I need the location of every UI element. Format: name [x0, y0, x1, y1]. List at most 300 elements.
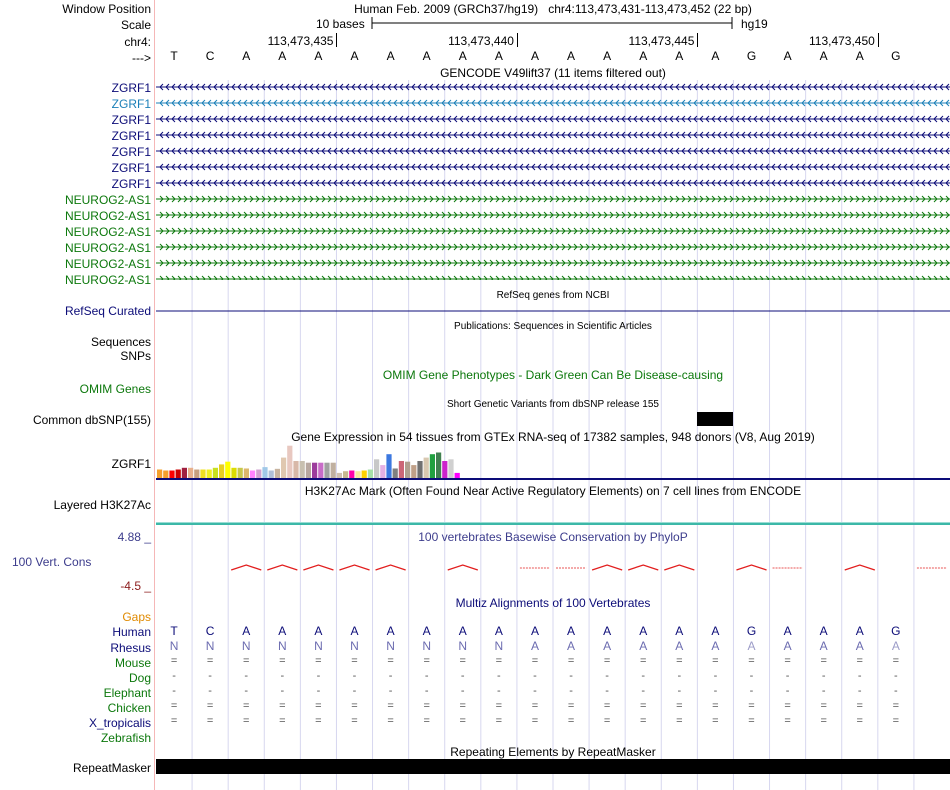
gtex-tissue-bar — [225, 462, 230, 478]
multiz-mouse-base: = — [676, 655, 683, 667]
gtex-tissue-bar — [386, 454, 391, 478]
multiz-elephant-base: - — [677, 685, 682, 697]
multiz-dog-base: - — [316, 670, 321, 682]
gtex-tissue-bar — [213, 468, 218, 478]
track-label-dog[interactable]: Dog — [128, 671, 151, 685]
multiz-chicken-base: = — [206, 700, 214, 712]
multiz-x-tropicalis-base: = — [639, 715, 647, 727]
dna-base[interactable]: C — [205, 49, 215, 63]
gtex-tissue-bar — [411, 465, 416, 478]
phylop-score-mark — [339, 565, 369, 570]
track-label-vert-cons[interactable]: 100 Vert. Cons — [12, 555, 92, 569]
multiz-elephant-base: - — [352, 685, 357, 697]
multiz-dog-base: - — [244, 670, 249, 682]
gtex-tissue-bar — [194, 470, 199, 479]
phylop-score-mark — [376, 565, 406, 570]
gtex-tissue-bar — [430, 454, 435, 478]
track-label-chicken[interactable]: Chicken — [107, 701, 151, 715]
multiz-rhesus-base: A — [891, 639, 900, 653]
gencode-gene-models[interactable] — [156, 80, 950, 280]
scale-db-label: hg19 — [741, 17, 768, 31]
multiz-x-tropicalis-base: = — [567, 715, 575, 727]
phylop-score-mark — [628, 565, 658, 570]
multiz-x-tropicalis-base: = — [603, 715, 611, 727]
multiz-dog-base: - — [460, 670, 465, 682]
multiz-mouse-base: = — [820, 655, 827, 667]
gtex-tissue-bar — [312, 463, 317, 478]
multiz-x-tropicalis-base: = — [459, 715, 466, 727]
multiz-x-tropicalis-base: = — [892, 715, 900, 727]
track-label-mouse[interactable]: Mouse — [114, 656, 151, 670]
multiz-mouse-base: = — [495, 655, 503, 667]
gtex-tissue-bar — [207, 470, 212, 479]
multiz-chicken-base: = — [856, 700, 863, 712]
gtex-tissue-bar — [343, 471, 348, 478]
multiz-dog-base: - — [641, 670, 646, 682]
phylop-score-mark — [736, 565, 766, 570]
track-label-elephant[interactable]: Elephant — [103, 686, 151, 700]
gtex-tissue-bar — [331, 463, 336, 478]
multiz-human-base: G — [746, 624, 757, 638]
multiz-mouse-base: = — [639, 655, 647, 667]
gtex-tissue-bar — [293, 461, 298, 478]
phylop-score-mark — [303, 565, 333, 570]
phylop-score-mark — [592, 565, 622, 570]
dbsnp-track-title[interactable]: Short Genetic Variants from dbSNP release 155 — [447, 399, 659, 410]
zgrf1-gene-model — [156, 116, 950, 122]
multiz-dog-base: - — [605, 670, 609, 682]
multiz-alignment-grid[interactable] — [156, 622, 950, 742]
multiz-chicken-base: = — [892, 700, 900, 712]
multiz-dog-base: - — [749, 670, 754, 682]
track-label-neurog2-as1-4[interactable]: NEUROG2-AS1 — [64, 241, 151, 255]
phylop-conservation-plot[interactable] — [156, 555, 950, 585]
multiz-x-tropicalis-base: = — [820, 715, 827, 727]
ruler-tick-mark — [878, 33, 879, 47]
track-label-phylop-max[interactable]: 4.88 _ — [117, 530, 151, 544]
track-label-chr[interactable]: chr4: — [124, 35, 151, 49]
dna-base[interactable]: A — [494, 49, 503, 63]
dna-base[interactable]: G — [746, 49, 757, 63]
track-label-zebrafish[interactable]: Zebrafish — [100, 731, 151, 745]
gtex-tissue-bar — [349, 471, 354, 478]
track-label-sequences[interactable]: Sequences — [90, 335, 151, 349]
gtex-tissue-bar — [405, 462, 410, 478]
multiz-mouse-base: = — [206, 655, 214, 667]
zgrf1-gene-model — [156, 84, 950, 90]
track-label-zgrf1-7[interactable]: ZGRF1 — [111, 177, 151, 191]
multiz-rhesus-base: A — [567, 639, 576, 653]
gtex-tissue-bar — [256, 470, 261, 479]
dna-sequence-row[interactable] — [156, 48, 950, 64]
gtex-tissue-bar — [176, 470, 181, 479]
multiz-mouse-base: = — [459, 655, 466, 667]
multiz-rhesus-base: N — [205, 639, 215, 653]
multiz-elephant-base: - — [894, 685, 898, 697]
gtex-expression-bars[interactable] — [156, 443, 950, 479]
track-label-x-tropicalis[interactable]: X_tropicalis — [88, 716, 151, 730]
multiz-chicken-base: = — [495, 700, 503, 712]
repeatmasker-track-title[interactable]: Repeating Elements by RepeatMasker — [450, 745, 656, 759]
multiz-rhesus-base: A — [711, 639, 720, 653]
multiz-elephant-base: - — [280, 685, 285, 697]
multiz-elephant-base: - — [605, 685, 609, 697]
multiz-human-base: A — [350, 624, 359, 638]
track-label-window-position[interactable]: Window Position — [62, 2, 151, 16]
multiz-mouse-base: = — [315, 655, 322, 667]
gtex-tissue-bar — [250, 471, 255, 478]
neurog2-as1-gene-model — [156, 228, 950, 234]
multiz-dog-base: - — [894, 670, 898, 682]
position-range: chr4:113,473,431-113,473,452 (22 bp) — [548, 2, 752, 16]
phylop-score-mark — [448, 565, 478, 570]
scale-bases-label: 10 bases — [316, 17, 365, 31]
multiz-mouse-base: = — [423, 655, 430, 667]
zgrf1-gene-model — [156, 132, 950, 138]
refseq-gene-line[interactable] — [156, 308, 950, 314]
multiz-elephant-base: - — [857, 685, 862, 697]
dna-base[interactable]: A — [350, 49, 359, 63]
dna-base[interactable]: G — [891, 49, 901, 63]
track-label-zgrf1-2[interactable]: ZGRF1 — [111, 97, 151, 111]
zgrf1-gene-model — [156, 148, 950, 154]
h3k27ac-signal-line[interactable] — [156, 522, 950, 525]
multiz-human-base: A — [494, 624, 503, 638]
gtex-track-title[interactable]: Gene Expression in 54 tissues from GTEx RNA-seq of 17382 samples, 948 donors (V8, Aug 2019) — [291, 430, 815, 444]
dna-base[interactable]: A — [783, 49, 792, 63]
track-label-column[interactable] — [0, 0, 155, 790]
multiz-chicken-base: = — [676, 700, 683, 712]
multiz-dog-base: - — [497, 670, 501, 682]
assembly-name: Human Feb. 2009 (GRCh37/hg19) — [354, 2, 539, 16]
track-label-scale[interactable]: Scale — [120, 18, 151, 32]
multiz-rhesus-base: N — [422, 639, 431, 653]
track-label-gaps[interactable]: Gaps — [122, 610, 151, 624]
gtex-tissue-bar — [362, 471, 367, 478]
gtex-tissue-bar — [188, 468, 193, 478]
position-header — [156, 2, 950, 16]
gtex-tissue-bar — [231, 468, 236, 478]
multiz-mouse-base: = — [567, 655, 575, 667]
multiz-dog-base: - — [352, 670, 357, 682]
multiz-x-tropicalis-base: = — [351, 715, 358, 727]
dbsnp-variant-block[interactable] — [697, 412, 733, 426]
multiz-rhesus-base: A — [530, 639, 539, 653]
phylop-track-title[interactable]: 100 vertebrates Basewise Conservation by PhyloP — [418, 530, 688, 544]
multiz-mouse-base: = — [892, 655, 900, 667]
multiz-dog-base: - — [569, 670, 573, 682]
multiz-x-tropicalis-base: = — [387, 715, 394, 727]
multiz-rhesus-base: A — [855, 639, 864, 653]
multiz-mouse-base: = — [351, 655, 358, 667]
track-label-zgrf1-gtex[interactable]: ZGRF1 — [111, 457, 151, 471]
multiz-elephant-base: - — [388, 685, 393, 697]
ruler-tick-label: 113,473,440 — [448, 34, 514, 48]
multiz-x-tropicalis-base: = — [206, 715, 214, 727]
gtex-tissue-bar — [318, 463, 323, 478]
phylop-score-mark — [845, 565, 875, 570]
gtex-tissue-bar — [269, 471, 274, 478]
multiz-elephant-base: - — [172, 685, 176, 697]
phylop-score-mark — [231, 565, 261, 570]
dna-base[interactable]: A — [314, 49, 323, 63]
gtex-tissue-bar — [182, 468, 187, 478]
repeatmasker-element-bar[interactable] — [156, 759, 950, 774]
multiz-x-tropicalis-base: = — [676, 715, 683, 727]
zgrf1-gene-model — [156, 180, 950, 186]
gtex-tissue-bar — [238, 468, 243, 478]
multiz-human-base: A — [278, 624, 287, 638]
multiz-chicken-base: = — [423, 700, 430, 712]
neurog2-as1-gene-model — [156, 212, 950, 218]
multiz-mouse-base: = — [603, 655, 611, 667]
gtex-tissue-bar — [219, 464, 224, 478]
track-label-zgrf1-3[interactable]: ZGRF1 — [111, 113, 151, 127]
multiz-human-base: A — [855, 624, 864, 638]
multiz-x-tropicalis-base: = — [531, 715, 539, 727]
dna-base[interactable]: A — [675, 49, 684, 63]
multiz-human-base: A — [314, 624, 323, 638]
multiz-elephant-base: - — [785, 685, 790, 697]
track-label-omim-genes[interactable]: OMIM Genes — [79, 382, 151, 396]
multiz-human-base: C — [205, 624, 215, 638]
multiz-elephant-base: - — [641, 685, 646, 697]
track-data-area[interactable] — [156, 0, 950, 790]
multiz-chicken-base: = — [279, 700, 286, 712]
neurog2-as1-gene-model — [156, 260, 950, 266]
gtex-tissue-bar — [442, 461, 447, 478]
multiz-x-tropicalis-base: = — [712, 715, 719, 727]
multiz-human-base: G — [891, 624, 901, 638]
neurog2-as1-gene-model — [156, 196, 950, 202]
multiz-elephant-base: - — [460, 685, 465, 697]
ruler-tick-label: 113,473,450 — [808, 34, 875, 48]
neurog2-as1-gene-model — [156, 276, 950, 280]
multiz-mouse-base: = — [712, 655, 719, 667]
multiz-human-base: A — [386, 624, 395, 638]
track-label-neurog2-as1-5[interactable]: NEUROG2-AS1 — [64, 257, 151, 271]
refseq-track-title[interactable]: RefSeq genes from NCBI — [496, 290, 610, 301]
multiz-rhesus-base: N — [386, 639, 395, 653]
track-label-common-dbsnp[interactable]: Common dbSNP(155) — [32, 413, 151, 427]
gtex-tissue-bar — [380, 465, 385, 478]
dna-base[interactable]: T — [170, 49, 178, 63]
multiz-dog-base: - — [677, 670, 682, 682]
multiz-chicken-base: = — [351, 700, 358, 712]
track-label-zgrf1-5[interactable]: ZGRF1 — [111, 145, 151, 159]
dna-base[interactable]: A — [242, 49, 251, 63]
multiz-human-base: A — [567, 624, 576, 638]
ruler-tick-mark — [697, 33, 698, 47]
gtex-tissue-bar — [163, 471, 168, 478]
track-label-repeatmasker[interactable]: RepeatMasker — [72, 761, 151, 775]
gtex-tissue-bar — [324, 463, 329, 478]
track-label-layered-h3k27ac[interactable]: Layered H3K27Ac — [53, 498, 151, 512]
gtex-tissue-bar — [169, 471, 174, 478]
gencode-track-title[interactable]: GENCODE V49lift37 (11 items filtered out) — [440, 66, 666, 80]
multiz-chicken-base: = — [784, 700, 791, 712]
track-label-strand-arrow[interactable]: ---> — [132, 51, 151, 65]
multiz-rhesus-base: A — [747, 639, 756, 653]
track-label-rhesus[interactable]: Rhesus — [110, 641, 151, 655]
multiz-elephant-base: - — [713, 685, 718, 697]
multiz-x-tropicalis-base: = — [315, 715, 322, 727]
multiz-chicken-base: = — [242, 700, 250, 712]
multiz-dog-base: - — [785, 670, 790, 682]
multiz-human-base: A — [422, 624, 431, 638]
gtex-tissue-bar — [368, 470, 373, 479]
multiz-dog-base: - — [821, 670, 826, 682]
multiz-x-tropicalis-base: = — [423, 715, 430, 727]
multiz-dog-base: - — [172, 670, 176, 682]
multiz-chicken-base: = — [712, 700, 719, 712]
multiz-rhesus-base: N — [350, 639, 359, 653]
zgrf1-gene-model — [156, 100, 950, 106]
gtex-tissue-bar — [399, 461, 404, 478]
dna-base[interactable]: A — [567, 49, 576, 63]
multiz-chicken-base: = — [170, 700, 178, 712]
multiz-human-base: A — [675, 624, 684, 638]
multiz-x-tropicalis-base: = — [279, 715, 286, 727]
gtex-tissue-bar — [244, 468, 249, 478]
dna-base[interactable]: A — [530, 49, 539, 63]
multiz-rhesus-base: N — [314, 639, 323, 653]
track-label-neurog2-as1-6[interactable]: NEUROG2-AS1 — [64, 273, 151, 287]
multiz-rhesus-base: A — [819, 639, 828, 653]
multiz-human-base: T — [170, 624, 178, 638]
track-label-snps[interactable]: SNPs — [120, 349, 151, 363]
multiz-rhesus-base: N — [277, 639, 287, 653]
multiz-x-tropicalis-base: = — [748, 715, 755, 727]
gtex-track-underline — [156, 478, 950, 480]
multiz-x-tropicalis-base: = — [170, 715, 178, 727]
track-label-neurog2-as1-2[interactable]: NEUROG2-AS1 — [64, 209, 151, 223]
multiz-mouse-base: = — [242, 655, 250, 667]
dna-base[interactable]: A — [386, 49, 395, 63]
h3k27ac-track-title[interactable]: H3K27Ac Mark (Often Found Near Active Regulatory Elements) on 7 cell lines from ENCODE — [304, 484, 802, 498]
track-label-neurog2-as1-1[interactable]: NEUROG2-AS1 — [64, 193, 151, 207]
multiz-dog-base: - — [280, 670, 285, 682]
dna-base[interactable]: A — [458, 49, 467, 63]
multiz-rhesus-base: A — [603, 639, 612, 653]
multiz-elephant-base: - — [424, 685, 429, 697]
multiz-chicken-base: = — [820, 700, 827, 712]
multiz-rhesus-base: A — [639, 639, 648, 653]
multiz-mouse-base: = — [170, 655, 178, 667]
gtex-tissue-bar — [436, 453, 441, 479]
multiz-chicken-base: = — [639, 700, 647, 712]
multiz-chicken-base: = — [748, 700, 755, 712]
gtex-tissue-bar — [355, 471, 360, 478]
multiz-mouse-base: = — [387, 655, 394, 667]
multiz-rhesus-base: A — [675, 639, 684, 653]
multiz-elephant-base: - — [821, 685, 826, 697]
multiz-elephant-base: - — [244, 685, 249, 697]
multiz-dog-base: - — [533, 670, 537, 682]
gtex-tissue-bar — [262, 467, 267, 478]
multiz-x-tropicalis-base: = — [242, 715, 250, 727]
dna-base[interactable]: A — [422, 49, 431, 63]
multiz-human-base: A — [819, 624, 828, 638]
multiz-human-base: A — [783, 624, 792, 638]
multiz-dog-base: - — [208, 670, 212, 682]
multiz-x-tropicalis-base: = — [856, 715, 863, 727]
neurog2-as1-gene-model — [156, 244, 950, 250]
gtex-tissue-bar — [281, 458, 286, 478]
phylop-score-mark — [267, 565, 297, 570]
multiz-chicken-base: = — [567, 700, 575, 712]
multiz-chicken-base: = — [459, 700, 466, 712]
multiz-rhesus-base: N — [494, 639, 504, 653]
gtex-tissue-bar — [306, 463, 311, 478]
dna-base[interactable]: A — [711, 49, 720, 63]
gtex-tissue-bar — [448, 459, 453, 478]
dna-base[interactable]: A — [603, 49, 612, 63]
multiz-chicken-base: = — [387, 700, 394, 712]
multiz-x-tropicalis-base: = — [495, 715, 503, 727]
multiz-x-tropicalis-base: = — [784, 715, 791, 727]
gtex-tissue-bar — [157, 470, 162, 479]
publications-track-title[interactable]: Publications: Sequences in Scientific Articles — [454, 321, 652, 332]
track-label-neurog2-as1-3[interactable]: NEUROG2-AS1 — [64, 225, 151, 239]
multiz-mouse-base: = — [856, 655, 863, 667]
multiz-elephant-base: - — [569, 685, 573, 697]
multiz-rhesus-base: A — [783, 639, 792, 653]
gtex-tissue-bar — [424, 458, 429, 478]
multiz-human-base: A — [242, 624, 251, 638]
multiz-elephant-base: - — [749, 685, 754, 697]
gtex-tissue-bar — [393, 468, 398, 478]
multiz-chicken-base: = — [315, 700, 322, 712]
multiz-rhesus-base: N — [458, 639, 468, 653]
multiz-dog-base: - — [857, 670, 862, 682]
gtex-tissue-bar — [287, 446, 292, 478]
zgrf1-gene-model — [156, 164, 950, 170]
ruler-tick-mark — [336, 33, 337, 47]
track-label-refseq-curated[interactable]: RefSeq Curated — [64, 304, 151, 318]
multiz-elephant-base: - — [533, 685, 537, 697]
multiz-human-base: A — [603, 624, 612, 638]
gtex-tissue-bar — [417, 461, 422, 478]
track-label-zgrf1-4[interactable]: ZGRF1 — [111, 129, 151, 143]
multiz-dog-base: - — [424, 670, 429, 682]
multiz-elephant-base: - — [208, 685, 212, 697]
phylop-score-mark — [664, 565, 694, 570]
track-label-phylop-min[interactable]: -4.5 _ — [120, 579, 151, 593]
dna-base[interactable]: A — [819, 49, 828, 63]
multiz-human-base: A — [530, 624, 539, 638]
ruler-tick-mark — [517, 33, 518, 47]
multiz-chicken-base: = — [603, 700, 611, 712]
omim-track-title[interactable]: OMIM Gene Phenotypes - Dark Green Can Be Disease-causing — [382, 368, 724, 382]
multiz-mouse-base: = — [784, 655, 791, 667]
multiz-track-title[interactable]: Multiz Alignments of 100 Vertebrates — [455, 596, 651, 610]
gtex-tissue-bar — [200, 470, 205, 479]
track-label-zgrf1-6[interactable]: ZGRF1 — [111, 161, 151, 175]
multiz-rhesus-base: N — [241, 639, 251, 653]
multiz-rhesus-base: N — [169, 639, 179, 653]
dna-base[interactable]: A — [855, 49, 864, 63]
gtex-tissue-bar — [275, 469, 280, 478]
track-label-human[interactable]: Human — [112, 625, 151, 639]
multiz-human-base: A — [639, 624, 648, 638]
multiz-dog-base: - — [713, 670, 718, 682]
track-label-zgrf1-1[interactable]: ZGRF1 — [111, 81, 151, 95]
multiz-elephant-base: - — [316, 685, 321, 697]
dna-base[interactable]: A — [278, 49, 287, 63]
base-position-ruler — [156, 33, 950, 49]
dna-base[interactable]: A — [639, 49, 648, 63]
